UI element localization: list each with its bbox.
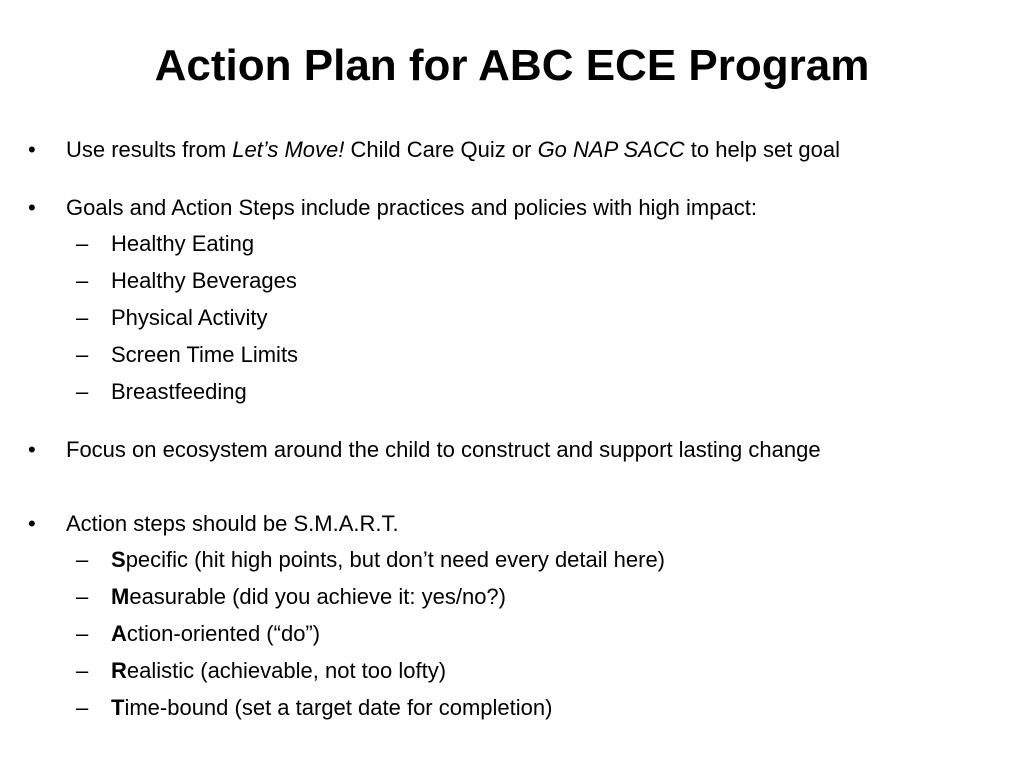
text-segment: to help set goal	[684, 137, 841, 162]
acronym-rest: ealistic (achievable, not too lofty)	[126, 658, 447, 683]
sub-item-text	[111, 584, 506, 610]
dash-marker: –	[76, 379, 89, 404]
sub-item-text	[111, 547, 665, 573]
sub-item-text: Physical Activity	[111, 305, 268, 330]
bullet-marker: •	[28, 437, 36, 462]
bullet-marker: •	[28, 137, 36, 162]
sub-item-text	[111, 695, 552, 721]
dash-marker: –	[76, 268, 89, 293]
bullet-text: Focus on ecosystem around the child to construct and support lasting change	[66, 437, 821, 462]
acronym-rest: ction-oriented (“do”)	[126, 621, 321, 646]
acronym-letter: S	[111, 547, 126, 572]
dash-marker: –	[76, 547, 89, 572]
dash-marker: –	[76, 305, 89, 330]
sub-item-text	[111, 658, 446, 684]
acronym-letter: R	[111, 658, 127, 683]
program-name-go-nap-sacc: Go NAP SACC	[537, 137, 685, 162]
text-segment: Child Care Quiz or	[344, 137, 538, 162]
slide-title: Action Plan for ABC ECE Program	[154, 41, 870, 90]
acronym-letter: T	[111, 695, 125, 720]
dash-marker: –	[76, 231, 89, 256]
bullet-text	[66, 137, 840, 163]
sub-item-text: Breastfeeding	[111, 379, 247, 404]
dash-marker: –	[76, 584, 89, 609]
sub-item-text: Healthy Beverages	[111, 268, 297, 293]
acronym-letter: A	[111, 621, 127, 646]
bullet-marker: •	[28, 511, 36, 536]
sub-item-text: Screen Time Limits	[111, 342, 299, 367]
acronym-rest: easurable (did you achieve it: yes/no?)	[129, 584, 506, 609]
dash-marker: –	[76, 658, 89, 683]
bullet-marker: •	[28, 195, 36, 220]
acronym-rest: pecific (hit high points, but don’t need every detail here)	[125, 547, 666, 572]
acronym-rest: ime-bound (set a target date for completion)	[124, 695, 553, 720]
text-segment: Use results from	[66, 137, 233, 162]
sub-item-text	[111, 621, 320, 647]
bullet-text: Action steps should be S.M.A.R.T.	[66, 511, 399, 536]
dash-marker: –	[76, 342, 89, 367]
sub-item-text: Healthy Eating	[111, 231, 255, 256]
program-name-lets-move: Let’s Move!	[232, 137, 345, 162]
bullet-text: Goals and Action Steps include practices and policies with high impact:	[66, 195, 757, 220]
dash-marker: –	[76, 695, 89, 720]
dash-marker: –	[76, 621, 89, 646]
acronym-letter: M	[111, 584, 130, 609]
